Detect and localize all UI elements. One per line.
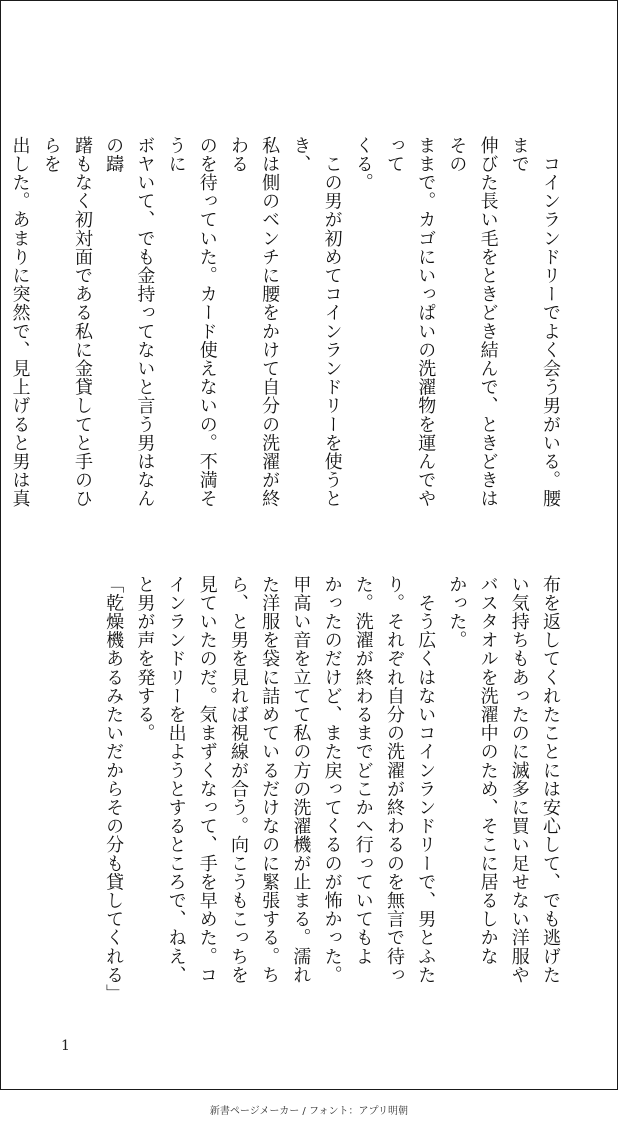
text-column: 甲高い音を立てて私の方の洗濯機が止まる。濡れ [290, 575, 312, 985]
text-column: バスタオルを洗濯中のため、そこに居るしかな [477, 575, 499, 966]
text-column: そう広くはないコインランドリーで、男とふた [415, 575, 437, 985]
text-column: 布を返してくれたことには安心して、でも逃げた [540, 575, 561, 985]
text-column: かった。 [446, 575, 468, 650]
text-column: 見ていたのだ。気まずくなって、手を早めた。コ [196, 575, 218, 985]
text-column: 私は側のベンチに腰をかけて自分の洗濯が終わる [227, 136, 281, 508]
footer-credit: 新書ページメーカー / フォント：アプリ明朝 [209, 1106, 409, 1117]
text-column: くる。 [352, 136, 374, 192]
text-column: と男が声を発する。 [134, 575, 156, 743]
text-block-top [9, 136, 566, 524]
text-column: ら、と男を見れば視線が合う。向こうもこっちを [227, 575, 249, 985]
text-column: かったのだけど、また戻ってくるのが怖かった。 [321, 575, 343, 985]
text-column: い気持ちもあったのに滅多に買い足せない洋服や [508, 575, 530, 985]
text-column: コインランドリーでよく会う男がいる。腰まで [508, 136, 561, 508]
text-column: 伸びた長い毛をときどき結んで、ときどきはその [446, 136, 499, 508]
text-column: り。それぞれ自分の洗濯が終わるのを無言で待っ [383, 575, 405, 985]
text-column: ままで。カゴにいっぱいの洗濯物を運んでやって [383, 136, 437, 508]
text-column: た洋服を袋に詰めているだけなのに緊張する。ち [259, 575, 281, 985]
text-column: 「乾燥機あるみたいだからその分も貸してくれる」 [103, 575, 125, 1003]
page-number: 1 [61, 1038, 70, 1054]
text-column: 躇もなく初対面である私に金貸してと手のひらを [40, 136, 93, 508]
text-column: ボヤいて、でも金持ってないと言う男はなんの躊 [103, 136, 156, 508]
text-column: のを待っていた。カード使えないの。不満そうに [165, 136, 218, 508]
text-column: た。洗濯が終わるまでどこかへ行っていてもよ [352, 575, 374, 966]
text-block-bottom [70, 575, 566, 1013]
text-column: インランドリーを出ようとするところで、ねえ、 [165, 575, 187, 985]
text-column: この男が初めてコインランドリーを使うとき、 [290, 136, 343, 508]
text-column: 出した。あまりに突然で、見上げると男は真 [9, 136, 31, 508]
